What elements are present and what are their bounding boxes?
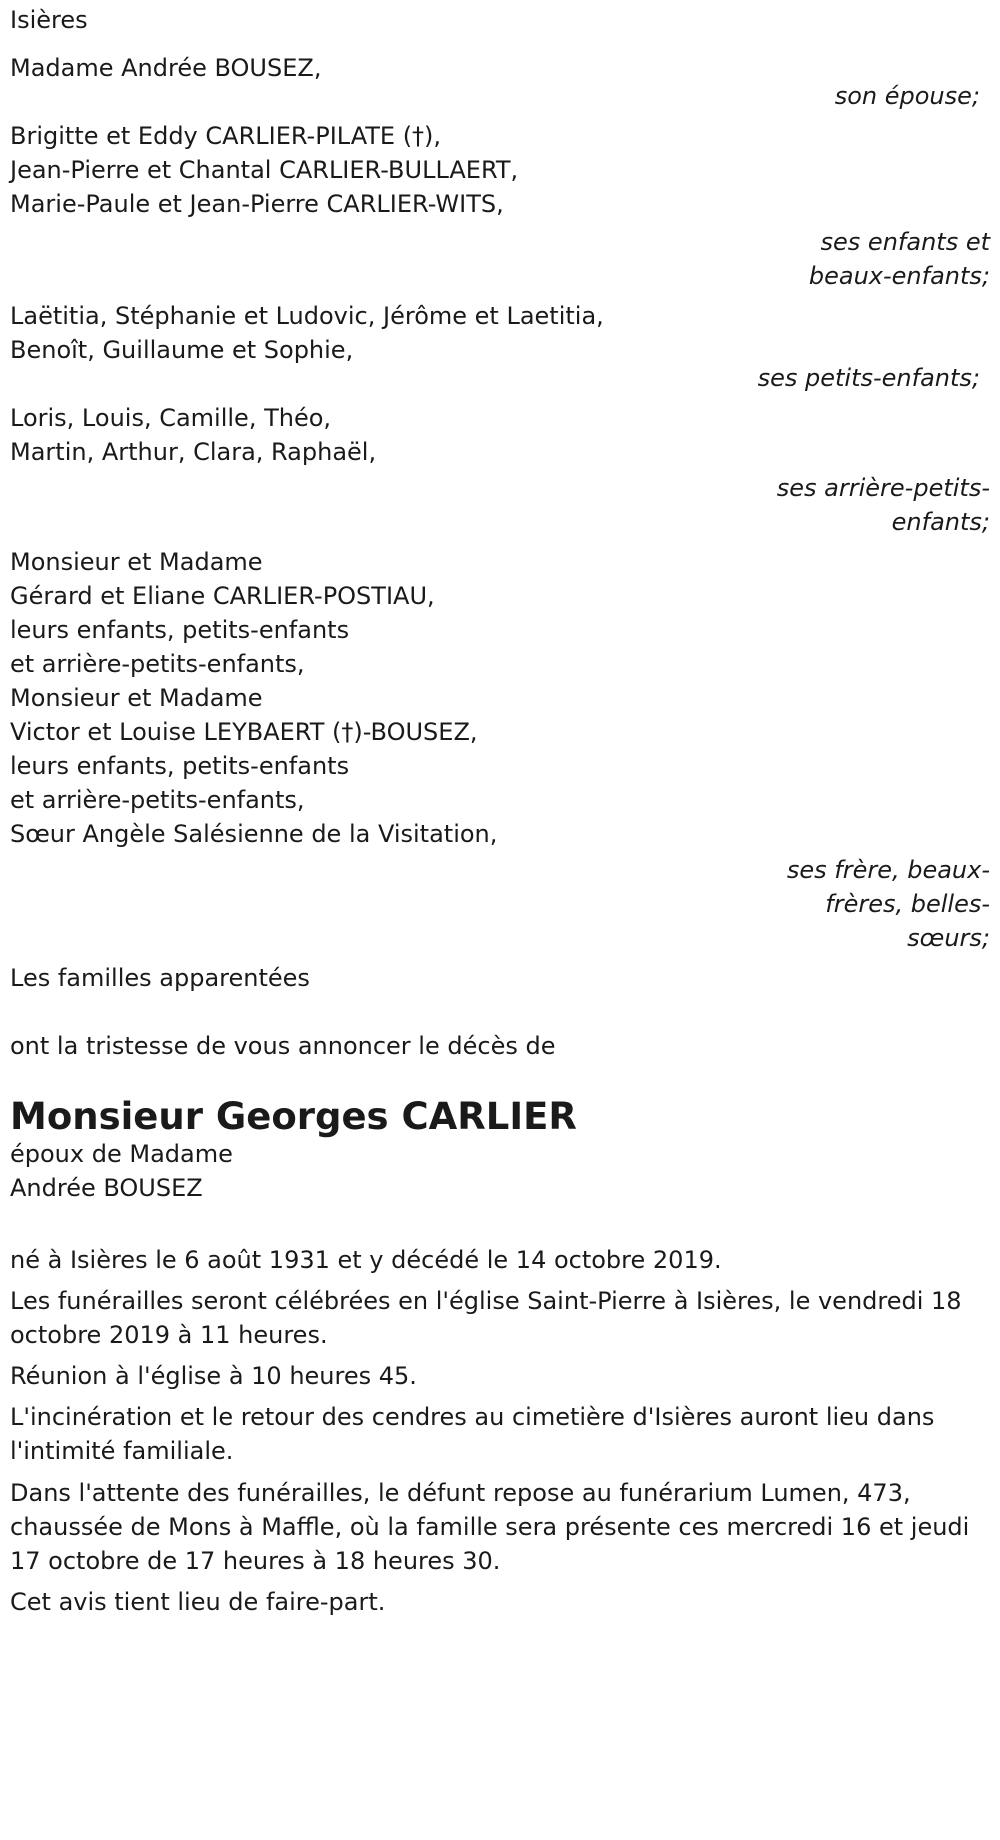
cremation-info: L'incinération et le retour des cendres au cimetière d'Isières auront lieu dans l'intimité familiale. <box>10 1403 935 1465</box>
notice: Cet avis tient lieu de faire-part. <box>10 1588 386 1616</box>
siblings-role-line: sœurs; <box>907 924 990 952</box>
siblings-line: Monsieur et Madame <box>10 548 263 576</box>
siblings-line: leurs enfants, petits-enfants <box>10 616 350 644</box>
deceased-spouse-line: époux de Madame <box>10 1140 233 1168</box>
siblings-line: Sœur Angèle Salésienne de la Visitation, <box>10 820 498 848</box>
related-families: Les familles apparentées <box>10 964 310 992</box>
spouse-name: Madame Andrée BOUSEZ, <box>10 54 322 82</box>
siblings-line: Monsieur et Madame <box>10 684 263 712</box>
siblings-block <box>10 542 990 854</box>
deceased-name: Monsieur Georges CARLIER <box>10 1095 577 1138</box>
siblings-line: et arrière-petits-enfants, <box>10 786 305 814</box>
siblings-role <box>10 850 990 958</box>
grandchildren-role: ses petits-enfants; <box>757 364 980 392</box>
siblings-line: leurs enfants, petits-enfants <box>10 752 350 780</box>
children-line: Brigitte et Eddy CARLIER-PILATE (†), <box>10 122 442 150</box>
children-block <box>10 116 990 224</box>
siblings-role-line: frères, belles- <box>825 890 990 918</box>
spouse-role: son épouse; <box>834 82 980 110</box>
great-grandchildren-role <box>10 468 990 542</box>
great-grandchildren-role-line: ses arrière-petits- <box>776 474 990 502</box>
siblings-line: et arrière-petits-enfants, <box>10 650 305 678</box>
viewing-info: Dans l'attente des funérailles, le défunt repose au funérarium Lumen, 473, chaussée de Mons à Maffle, où la famille sera présente ces mercredi 16 et jeudi 17 octobre de 17 heures à 18 heures 30. <box>10 1479 970 1575</box>
grandchildren-line: Benoît, Guillaume et Sophie, <box>10 336 354 364</box>
meeting-info: Réunion à l'église à 10 heures 45. <box>10 1362 417 1390</box>
funeral-info: Les funérailles seront célébrées en l'église Saint-Pierre à Isières, le vendredi 18 octobre 2019 à 11 heures. <box>10 1287 962 1349</box>
great-grandchildren-role-line: enfants; <box>891 508 990 536</box>
great-grandchildren-line: Martin, Arthur, Clara, Raphaël, <box>10 438 377 466</box>
children-role-line: ses enfants et <box>820 228 990 256</box>
announcement: ont la tristesse de vous annoncer le décès de <box>10 1032 556 1060</box>
children-role <box>10 222 990 296</box>
siblings-line: Victor et Louise LEYBAERT (†)-BOUSEZ, <box>10 718 478 746</box>
grandchildren-line: Laëtitia, Stéphanie et Ludovic, Jérôme et Laetitia, <box>10 302 604 330</box>
children-line: Marie-Paule et Jean-Pierre CARLIER-WITS, <box>10 190 504 218</box>
siblings-role-line: ses frère, beaux- <box>786 856 990 884</box>
great-grandchildren-block <box>10 398 990 472</box>
children-role-line: beaux-enfants; <box>808 262 990 290</box>
great-grandchildren-line: Loris, Louis, Camille, Théo, <box>10 404 332 432</box>
siblings-line: Gérard et Eliane CARLIER-POSTIAU, <box>10 582 435 610</box>
children-line: Jean-Pierre et Chantal CARLIER-BULLAERT, <box>10 156 519 184</box>
birth-death: né à Isières le 6 août 1931 et y décédé le 14 octobre 2019. <box>10 1246 722 1274</box>
deceased-spouse-line: Andrée BOUSEZ <box>10 1174 203 1202</box>
location: Isières <box>10 6 88 34</box>
